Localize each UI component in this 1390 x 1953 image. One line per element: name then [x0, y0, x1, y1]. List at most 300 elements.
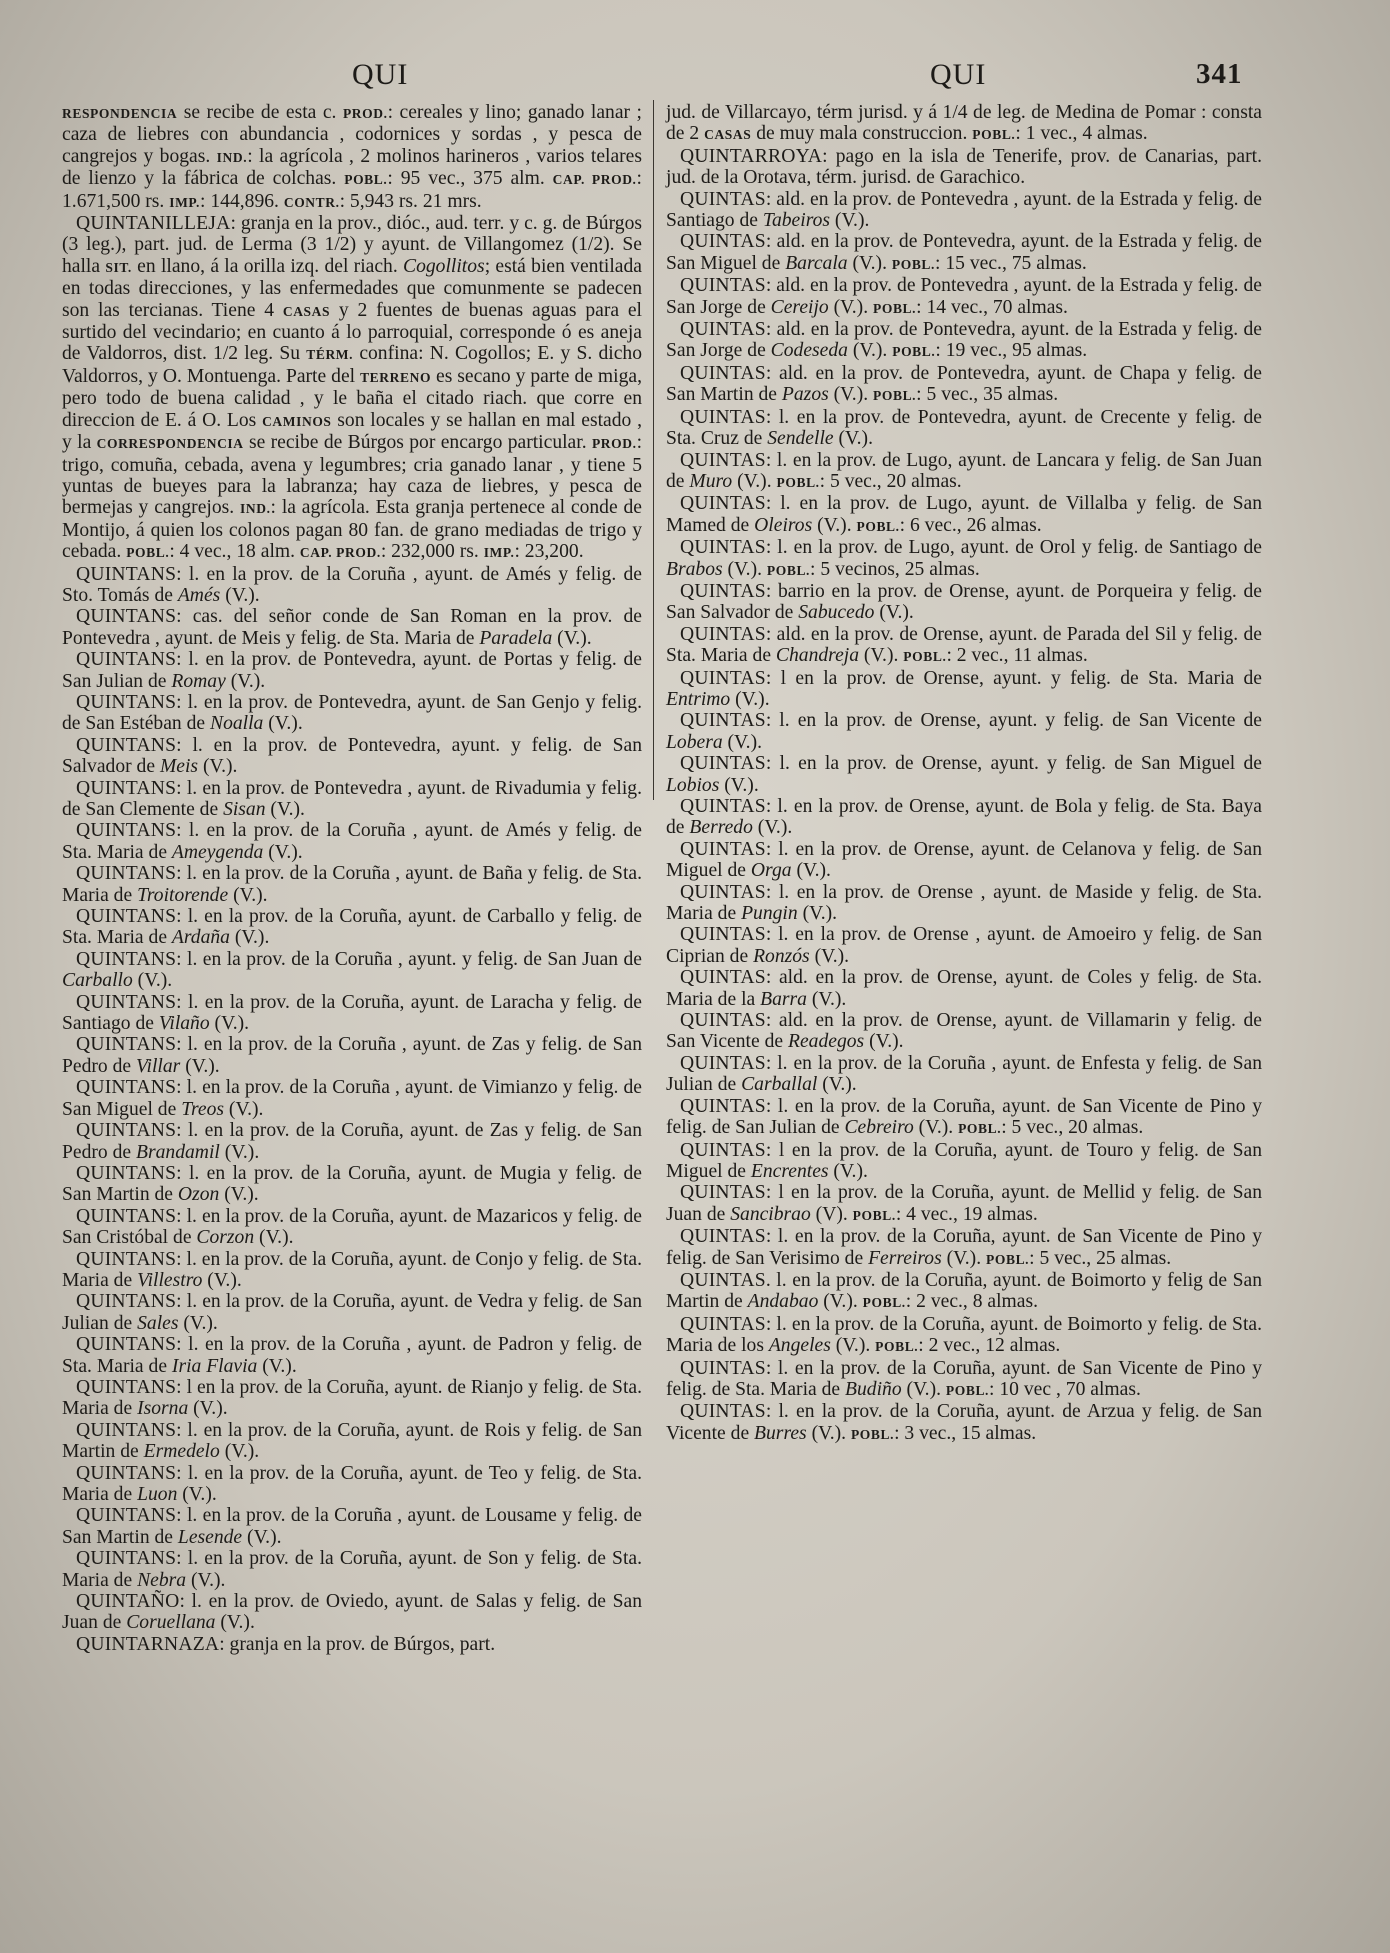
field-label: POBL.: [875, 1339, 919, 1355]
place-name: Pungin: [741, 903, 798, 925]
dictionary-entry: [666, 581, 1262, 624]
dictionary-entry: [62, 863, 642, 906]
field-label: POBL.: [972, 127, 1016, 143]
entry-text: : 2 vec., 12 almas.: [918, 1335, 1061, 1357]
place-name: Entrimo: [666, 688, 731, 710]
dictionary-entry: [666, 624, 1262, 668]
entry-headword: QUINTANS: [76, 863, 177, 885]
place-name: Sancibrao: [730, 1203, 811, 1225]
place-name: Luon: [137, 1484, 178, 1505]
entry-text: : l. en la prov. de la Coruña, ayunt. de San Vicente de Pino y felig. de San Verisimo de: [666, 1226, 1262, 1269]
entry-text: se recibe de esta c.: [177, 102, 343, 123]
field-label: POBL.: [766, 562, 811, 578]
entry-headword: QUINTANS: [76, 948, 177, 970]
entry-headword: QUINTAS: [680, 1269, 766, 1291]
entry-text: (V.).: [219, 1441, 260, 1463]
entry-text: (V.).: [180, 1055, 220, 1077]
entry-text: : l en la prov. de la Coruña, ayunt. de Touro y felig. de San Miguel de: [666, 1139, 1262, 1182]
entry-text: : l. en la prov. de Pontevedra, ayunt. de Crecente y felig. de Sta. Cruz de: [666, 406, 1262, 450]
entry-text: (V.).: [833, 428, 873, 450]
place-name: Isorna: [137, 1398, 189, 1420]
place-name: Ferreiros: [868, 1247, 942, 1269]
place-name: Carballo: [62, 970, 133, 992]
dictionary-entry: [62, 1463, 642, 1506]
field-label: POBL.: [856, 518, 900, 534]
entry-text: : l. en la prov. de la Coruña, ayunt. de San Vicente de Pino y felig. de San Julian de: [666, 1095, 1262, 1139]
entry-text: : l. en la prov. de la Coruña , ayunt. y felig. de San Juan de: [176, 948, 642, 970]
place-name: Codeseda: [770, 340, 848, 362]
column-rule: [653, 100, 654, 800]
field-label: RESPONDENCIA: [62, 106, 178, 121]
left-column: [62, 102, 642, 1655]
dictionary-entry: [62, 1634, 642, 1655]
entry-text: (V.).: [828, 296, 873, 318]
dictionary-entry: [666, 363, 1262, 407]
entry-text: (V.).: [812, 514, 857, 536]
dictionary-entry: [666, 753, 1262, 796]
entry-text: : l. en la prov. de Pontevedra, ayunt. y felig. de San Salvador de: [62, 734, 642, 778]
field-label: CORRESPONDENCIA: [96, 436, 244, 452]
entry-text: : 15 vec., 75 almas.: [935, 252, 1087, 274]
entry-text: : ald. en la prov. de Pontevedra, ayunt. de la Estrada y felig. de San Miguel de: [666, 231, 1262, 274]
entry-text: : 5 vec., 25 almas.: [1029, 1247, 1172, 1269]
entry-text: : la agrícola , 2 molinos harineros , varios telares de lienzo y la fábrica de colchas.: [62, 145, 642, 190]
place-name: Brandamil: [136, 1141, 220, 1163]
entry-text: : l. en la prov. de la Coruña, ayunt. de Mazaricos y felig. de San Cristóbal de: [62, 1205, 642, 1249]
entry-text: : l. en la prov. de la Coruña , ayunt. de Padron y felig. de Sta. Maria de: [62, 1334, 642, 1377]
dictionary-entry: [62, 1548, 642, 1591]
entry-text: (V.).: [242, 1526, 282, 1548]
place-name: Troitorende: [137, 884, 229, 906]
dictionary-entry: [62, 992, 642, 1035]
entry-headword: QUINTANS: [76, 649, 177, 671]
entry-headword: QUINTANS: [76, 820, 177, 842]
place-name: Orga: [750, 860, 792, 882]
entry-text: : 144,896.: [200, 190, 284, 212]
place-name: Pazos: [781, 384, 829, 406]
dictionary-entry: [666, 1096, 1262, 1140]
entry-text: : l en la prov. de Orense, ayunt. y felig. de Sta. Maria de: [765, 667, 1262, 689]
field-label: POBL.: [903, 649, 947, 665]
place-name: Budiño: [845, 1378, 902, 1400]
entry-text: : l. en la prov. de la Coruña , ayunt. de Lousame y felig. de San Martin de: [62, 1505, 642, 1548]
entry-text: (V).: [810, 1203, 853, 1225]
entry-text: (V.).: [202, 1269, 242, 1291]
entry-text: : 5,943 rs. 21 mrs.: [339, 190, 482, 212]
entry-text: : l. en la prov. de Lugo, ayunt. de Villalba y felig. de San Mamed de: [666, 493, 1262, 536]
entry-text: es secano y parte de miga, pero todo de buena calidad , y le baña el citado riach. que corre en direccion de E. á O. Los: [62, 365, 643, 431]
entry-text: (V.).: [817, 1074, 857, 1096]
entry-text: : l. en la prov. de la Coruña, ayunt. de Son y felig. de Sta. Maria de: [62, 1548, 642, 1591]
entry-headword: QUINTAS: [680, 188, 766, 210]
dictionary-entry: [62, 735, 642, 778]
entry-text: : l. en la prov. de Orense , ayunt. de Amoeiro y felig. de San Ciprian de: [666, 924, 1262, 967]
place-name: Ronzós: [753, 945, 810, 967]
dictionary-entry: [666, 796, 1262, 839]
entry-text: (V.).: [818, 1291, 863, 1313]
place-name: Vilaño: [158, 1013, 210, 1035]
entry-headword: QUINTANS: [76, 1205, 177, 1227]
entry-text: : ald. en la prov. de Orense, ayunt. de Villamarin y felig. de San Vicente de: [666, 1010, 1262, 1053]
dictionary-entry: [666, 1358, 1262, 1402]
field-label: IND.: [216, 149, 248, 165]
entry-text: (V.).: [220, 584, 260, 606]
entry-headword: QUINTAS: [680, 1313, 766, 1335]
field-label: PROD.: [342, 106, 388, 121]
place-name: Cebreiro: [844, 1117, 914, 1139]
place-name: Sabucedo: [798, 602, 875, 624]
entry-text: (V.).: [901, 1378, 946, 1400]
dictionary-entry: [62, 778, 642, 821]
entry-text: jud. de Villarcayo, térm jurisd. y á 1/4 de leg. de Medina de Pomar : consta de 2: [666, 102, 1262, 145]
entry-text: (V.).: [263, 841, 303, 863]
entry-text: (V.).: [254, 1227, 294, 1249]
field-label: CAMINOS: [262, 413, 332, 429]
dictionary-entry: [666, 1182, 1262, 1226]
entry-headword: QUINTAS: [680, 1095, 766, 1117]
place-name: Cereijo: [770, 296, 829, 318]
entry-headword: QUINTANS: [76, 563, 177, 585]
dictionary-entry: [666, 1226, 1262, 1270]
place-name: Romay: [171, 670, 226, 692]
dictionary-entry: [666, 924, 1262, 967]
right-column: [666, 102, 1262, 1445]
entry-text: : 10 vec , 70 almas.: [989, 1378, 1141, 1400]
dictionary-entry: [666, 1270, 1262, 1314]
entry-text: : granja en la prov. de Búrgos, part.: [219, 1633, 496, 1655]
entry-headword: QUINTARROYA: [680, 145, 823, 167]
entry-text: : 23,200.: [514, 541, 584, 563]
entry-headword: QUINTAS: [680, 1357, 766, 1379]
entry-text: (V.).: [830, 1335, 876, 1357]
entry-headword: QUINTAS: [680, 362, 766, 384]
entry-text: (V.).: [228, 884, 268, 906]
entry-headword: QUINTAS: [680, 753, 766, 775]
entry-text: : l. en la prov. de Orense , ayunt. de Maside y felig. de Sta. Maria de: [666, 881, 1262, 925]
entry-headword: QUINTAS: [680, 1010, 766, 1032]
dictionary-entry: [666, 275, 1262, 319]
entry-headword: QUINTANS: [76, 777, 177, 799]
entry-text: : 232,000 rs.: [380, 541, 484, 563]
entry-headword: QUINTAS: [680, 406, 766, 428]
field-label: POBL.: [776, 474, 820, 490]
entry-text: : 1.671,500 rs.: [62, 168, 642, 212]
place-name: Meis: [159, 756, 199, 778]
dictionary-entry: [62, 1249, 642, 1292]
entry-text: : l. en la prov. de Pontevedra, ayunt. de Portas y felig. de San Julian de: [62, 649, 642, 692]
entry-text: : l. en la prov. de Orense, ayunt. de Bola y felig. de Sta. Baya de: [666, 796, 1262, 839]
entry-text: : 1 vec., 4 almas.: [1015, 123, 1148, 145]
entry-text: : cas. del señor conde de San Roman en la prov. de Pontevedra , ayunt. de Meis y felig. de Sta. Maria de: [62, 606, 642, 649]
entry-headword: QUINTAS: [680, 493, 766, 515]
dictionary-entry: [62, 1206, 642, 1249]
dictionary-entry: [666, 1053, 1262, 1096]
dictionary-entry: [62, 1591, 642, 1634]
entry-headword: QUINTAS: [680, 1401, 766, 1423]
entry-text: : l. en la prov. de la Coruña, ayunt. de Mugia y felig. de San Martin de: [62, 1162, 642, 1206]
entry-text: (V.).: [752, 817, 793, 839]
dictionary-entry: [666, 1140, 1262, 1183]
entry-headword: QUINTANS: [76, 1077, 177, 1099]
dictionary-entry: [666, 1401, 1262, 1445]
entry-text: : trigo, comuña, cebada, avena y legumbres; cria ganado lanar , y tiene 5 yuntas de bueyes para la labranza; hay caza de liebres, y pesca de bermejas y cangrejos.: [62, 432, 643, 519]
entry-headword: QUINTAS: [680, 449, 766, 471]
place-name: Ermedelo: [143, 1441, 220, 1463]
entry-text: (V.).: [830, 210, 870, 232]
entry-headword: QUINTAS: [680, 1182, 766, 1204]
dictionary-entry: [62, 1120, 642, 1163]
entry-text: (V.).: [913, 1117, 959, 1139]
entry-text: y 2 fuentes de buenas aguas para el surtido del vecindario; en cuanto á lo parroquial, corresponde ó es aneja de Valdorros, dist. 1/2 leg. Su: [62, 299, 643, 365]
running-header-right: QUI: [930, 58, 987, 91]
entry-text: (V.).: [722, 558, 767, 580]
entry-text: : l. en la prov. de la Coruña , ayunt. de Zas y felig. de San Pedro de: [62, 1034, 642, 1077]
entry-text: : l. en la prov. de la Coruña , ayunt. de Vimianzo y felig. de San Miguel de: [62, 1077, 642, 1120]
entry-text: (V.).: [806, 1422, 851, 1444]
entry-text: : l. en la prov. de la Coruña, ayunt. de Teo y felig. de Sta. Maria de: [62, 1462, 642, 1505]
dictionary-entry: [62, 1505, 642, 1548]
dictionary-entry: [62, 1034, 642, 1077]
entry-text: : l. en la prov. de la Coruña, ayunt. de Vedra y felig. de San Julian de: [62, 1291, 642, 1334]
field-label: POBL.: [850, 1426, 895, 1442]
entry-text: : pago en la isla de Tenerife, prov. de Canarias, part. jud. de la Orotava, térm. jurisd. de Garachico.: [666, 145, 1262, 189]
entry-headword: QUINTANILLEJA: [76, 213, 231, 235]
entry-text: (V.).: [732, 470, 777, 492]
place-name: Oleiros: [754, 514, 813, 536]
place-name: Tabeiros: [762, 210, 831, 232]
entry-text: : ald. en la prov. de Pontevedra, ayunt. de Chapa y felig. de San Martin de: [666, 362, 1262, 406]
dictionary-entry: [62, 949, 642, 992]
entry-headword: QUINTAS: [680, 667, 766, 689]
entry-headword: QUINTAS: [680, 796, 766, 817]
entry-text: (V.).: [219, 1141, 260, 1163]
entry-text: : 14 vec., 70 almas.: [916, 296, 1068, 318]
entry-text: confina: N. Cogollos; E. y S. dicho Valdorros, y O. Montuenga. Parte del: [62, 343, 642, 387]
place-name: Cogollitos: [403, 255, 485, 277]
place-name: Readegos: [787, 1031, 865, 1053]
place-name: Coruellana: [126, 1612, 216, 1634]
dictionary-entry: [666, 967, 1262, 1010]
entry-text: (V.).: [847, 340, 893, 362]
dictionary-entry: [666, 839, 1262, 882]
entry-text: . l. en la prov. de la Coruña, ayunt. de Boimorto y felig de San Martin de: [666, 1269, 1262, 1313]
field-label: IND.: [240, 501, 271, 517]
entry-text: : barrio en la prov. de Orense, ayunt. de Porqueira y felig. de San Salvador de: [666, 580, 1262, 624]
field-label: POBL.: [945, 1382, 990, 1398]
place-name: Sales: [137, 1312, 179, 1334]
field-label: CASAS: [704, 127, 752, 143]
entry-text: : 95 vec., 375 alm.: [387, 168, 553, 190]
entry-text: (V.).: [791, 860, 831, 882]
entry-headword: QUINTANS: [76, 734, 177, 756]
entry-text: (V.).: [215, 1612, 255, 1634]
entry-text: (V.).: [719, 774, 759, 796]
dictionary-entry: [666, 102, 1262, 146]
entry-text: : l. en la prov. de la Coruña , ayunt. de Amés y felig. de Sta. Maria de: [62, 820, 642, 863]
entry-text: (V.).: [229, 927, 270, 949]
entry-headword: QUINTAS: [680, 580, 766, 602]
place-name: Amés: [177, 584, 221, 606]
field-label: TÉRM.: [306, 347, 354, 363]
dictionary-entry: [666, 1010, 1262, 1053]
entry-text: : l. en la prov. de la Coruña, ayunt. de Rois y felig. de San Martin de: [62, 1419, 642, 1463]
entry-text: : la agrícola. Esta granja pertenece al conde de Montijo, á quien los colonos pagan 80 fan. de grano mediadas de trigo y cebada.: [62, 497, 643, 563]
entry-text: : l. en la prov. de la Coruña , ayunt. de Baña y felig. de Sta. Maria de: [62, 863, 642, 906]
place-name: Ameygenda: [171, 841, 264, 863]
entry-text: : l. en la prov. de la Coruña, ayunt. de Conjo y felig. de Sta. Maria de: [62, 1248, 642, 1291]
entry-headword: QUINTANS: [76, 1034, 177, 1056]
dictionary-entry: [62, 692, 642, 735]
entry-headword: QUINTAS: [680, 1226, 766, 1248]
field-label: POBL.: [958, 1121, 1002, 1137]
entry-text: (V.).: [198, 756, 238, 778]
entry-text: : 5 vec., 20 almas.: [819, 470, 962, 492]
entry-text: (V.).: [847, 252, 892, 274]
place-name: Villar: [136, 1055, 181, 1077]
dictionary-entry: [666, 189, 1262, 232]
entry-text: : l. en la prov. de la Coruña, ayunt. de Carballo y felig. de Sta. Maria de: [62, 906, 642, 949]
place-name: Andabao: [747, 1291, 819, 1313]
entry-headword: QUINTANS: [76, 1505, 177, 1527]
place-name: Lobera: [666, 731, 723, 753]
dictionary-entry: [62, 102, 642, 213]
dictionary-entry: [62, 906, 642, 949]
entry-headword: QUINTANS: [76, 1462, 177, 1484]
entry-text: (V.).: [859, 645, 904, 667]
field-label: POBL.: [891, 256, 936, 272]
entry-headword: QUINTANS: [76, 1376, 177, 1398]
field-label: CAP. PROD.: [299, 545, 381, 561]
dictionary-entry: [666, 710, 1262, 753]
place-name: Berredo: [689, 817, 753, 839]
entry-headword: QUINTANS: [76, 1291, 177, 1313]
field-label: SIT.: [105, 259, 132, 275]
entry-headword: QUINTANS: [76, 1162, 177, 1184]
entry-text: (V.).: [265, 799, 305, 820]
field-label: IMP.: [169, 194, 201, 210]
entry-text: : l en la prov. de la Coruña, ayunt. de Mellid y felig. de San Juan de: [666, 1182, 1262, 1225]
place-name: Villestro: [137, 1269, 203, 1291]
entry-headword: QUINTAS: [680, 710, 766, 732]
entry-text: (V.).: [177, 1484, 217, 1505]
entry-headword: QUINTAS: [680, 275, 766, 297]
dictionary-entry: [666, 450, 1262, 494]
entry-text: (V.).: [132, 970, 173, 992]
entry-text: : 6 vec., 26 almas.: [899, 514, 1042, 536]
entry-text: : ald. en la prov. de Pontevedra , ayunt. de la Estrada y felig. de San Jorge de: [666, 275, 1262, 318]
place-name: Iria Flavia: [171, 1355, 258, 1377]
entry-text: (V.).: [552, 627, 592, 649]
entry-headword: QUINTANS: [76, 1248, 177, 1270]
entry-text: : 5 vec., 20 almas.: [1001, 1117, 1144, 1139]
entry-headword: QUINTANS: [76, 906, 177, 928]
place-name: Ardaña: [171, 927, 230, 949]
entry-text: : l. en la prov. de la Coruña , ayunt. de Amés y felig. de Sto. Tomás de: [62, 563, 642, 606]
place-name: Sendelle: [767, 428, 834, 450]
entry-headword: QUINTANS: [76, 991, 177, 1013]
place-name: Encrentes: [750, 1160, 829, 1182]
entry-headword: QUINTAS: [680, 623, 766, 645]
entry-headword: QUINTAS: [680, 537, 766, 559]
entry-headword: QUINTAS: [680, 231, 766, 253]
running-header-left: QUI: [352, 58, 409, 91]
entry-text: (V.).: [257, 1355, 297, 1377]
entry-text: (V.).: [178, 1312, 218, 1334]
field-label: CAP. PROD.: [552, 172, 637, 188]
entry-headword: QUINTANS: [76, 606, 177, 628]
entry-text: : l. en la prov. de Pontevedra, ayunt. de San Genjo y felig. de San Estéban de: [62, 691, 642, 735]
entry-text: (V.).: [224, 1098, 264, 1120]
dictionary-entry: [62, 820, 642, 863]
dictionary-entry: [666, 668, 1262, 711]
dictionary-entry: [666, 231, 1262, 275]
field-label: POBL.: [852, 1207, 896, 1223]
dictionary-entry: [666, 493, 1262, 537]
entry-text: : 19 vec., 95 almas.: [935, 340, 1088, 362]
entry-text: (V.).: [225, 670, 266, 692]
entry-text: : l en la prov. de la Coruña, ayunt. de Rianjo y felig. de Sta. Maria de: [62, 1376, 642, 1420]
entry-headword: QUINTANS: [76, 1548, 177, 1570]
dictionary-entry: [62, 606, 642, 649]
entry-text: (V.).: [722, 731, 762, 753]
place-name: Lobios: [666, 774, 720, 796]
entry-text: (V.).: [730, 688, 770, 710]
entry-text: (V.).: [188, 1398, 228, 1420]
dictionary-entry: [62, 1334, 642, 1377]
entry-text: : l. en la prov. de Orense, ayunt. de Celanova y felig. de San Miguel de: [666, 838, 1262, 882]
entry-text: (V.).: [186, 1569, 226, 1591]
dictionary-entry: [62, 1077, 642, 1120]
place-name: Barra: [760, 988, 807, 1010]
entry-text: : l. en la prov. de Orense, ayunt. y felig. de San Vicente de: [765, 710, 1262, 732]
place-name: Noalla: [210, 713, 264, 735]
dictionary-entry: [666, 146, 1262, 189]
entry-headword: QUINTAS: [680, 924, 766, 946]
place-name: Barcala: [785, 252, 848, 274]
dictionary-entry: [666, 407, 1262, 450]
entry-text: se recibe de Búrgos por encargo particular.: [243, 432, 592, 454]
entry-text: ; está bien ventilada en todas direcciones, y las enfermedades que comunmente se padecen son las tercianas. Tiene 4: [62, 255, 642, 321]
entry-text: (V.).: [874, 602, 914, 624]
field-label: POBL.: [344, 172, 388, 188]
entry-text: (V.).: [219, 1184, 259, 1206]
entry-text: : l. en la prov. de Pontevedra , ayunt. de Rivadumia y felig. de San Clemente de: [62, 777, 642, 820]
entry-text: en llano, á la orilla izq. del riach.: [131, 255, 404, 277]
place-name: Paradela: [479, 627, 553, 649]
entry-text: (V.).: [941, 1247, 987, 1269]
entry-text: (V.).: [809, 945, 850, 967]
place-name: Burres: [754, 1422, 807, 1444]
entry-text: : ald. en la prov. de Orense, ayunt. de Parada del Sil y felig. de Sta. Maria de: [666, 623, 1262, 667]
dictionary-entry: [62, 1163, 642, 1206]
entry-text: : 3 vec., 15 almas.: [894, 1422, 1037, 1444]
entry-text: : l. en la prov. de Lugo, ayunt. de Lancara y felig. de San Juan de: [666, 449, 1262, 492]
entry-text: : 2 vec., 8 almas.: [905, 1291, 1039, 1313]
place-name: Lesende: [177, 1526, 243, 1548]
dictionary-entry: [666, 882, 1262, 925]
dictionary-entry: [62, 1420, 642, 1463]
field-label: CONTR.: [283, 194, 340, 210]
entry-text: : l. en la prov. de la Coruña, ayunt. de Boimorto y felig. de Sta. Maria de los: [666, 1313, 1262, 1357]
dictionary-entry: [62, 1291, 642, 1334]
entry-text: : l. en la prov. de la Coruña, ayunt. de Arzua y felig. de San Vicente de: [666, 1401, 1262, 1444]
entry-text: : l. en la prov. de la Coruña, ayunt. de San Vicente de Pino y felig. de Sta. Maria de: [666, 1357, 1262, 1400]
field-label: POBL.: [126, 545, 170, 561]
field-label: TERRENO: [360, 369, 432, 385]
entry-text: (V.).: [864, 1031, 904, 1053]
entry-text: : 5 vec., 35 almas.: [916, 384, 1059, 406]
field-label: CASAS: [282, 303, 331, 319]
